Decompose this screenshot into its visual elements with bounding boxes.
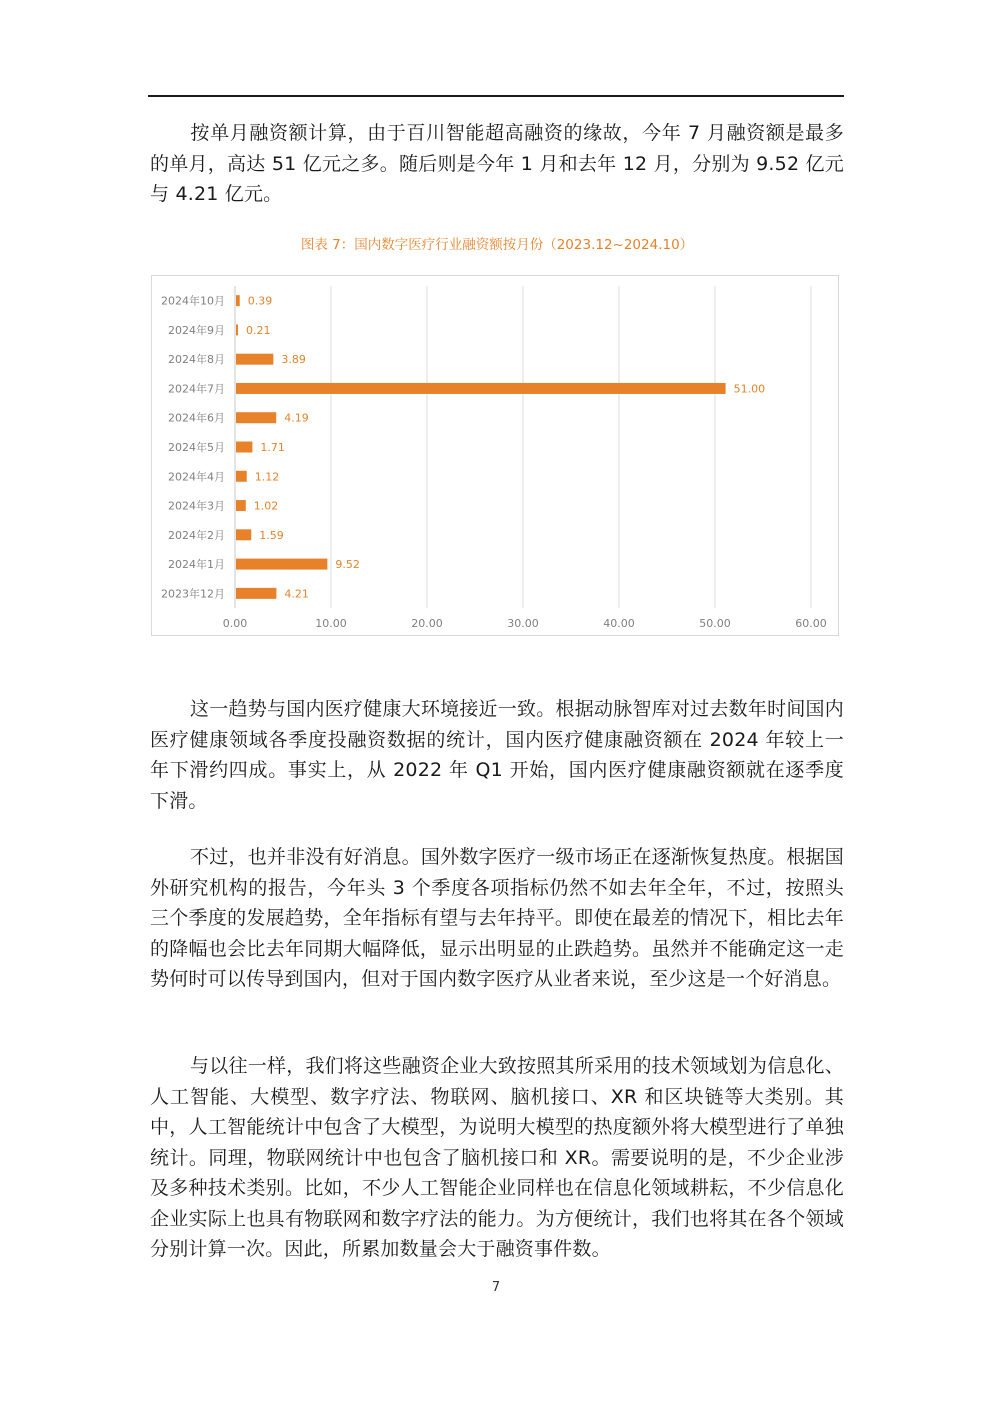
bar bbox=[236, 383, 726, 394]
x-tick-label: 10.00 bbox=[315, 617, 347, 630]
y-tick-label: 2024年4月 bbox=[168, 470, 225, 484]
bar bbox=[236, 412, 276, 423]
data-label: 3.89 bbox=[281, 353, 306, 367]
paragraph-1-text: 按单月融资额计算，由于百川智能超高融资的缘故，今年 7 月融资额是最多的单月，高达 51 亿元之多。随后则是今年 1 月和去年 12 月，分别为 9.52 亿元与 4.21 亿元。 bbox=[150, 122, 844, 205]
y-tick-label: 2024年9月 bbox=[168, 323, 225, 337]
header-rule bbox=[148, 95, 844, 97]
data-label: 1.59 bbox=[259, 528, 284, 542]
data-label: 0.39 bbox=[247, 294, 273, 308]
paragraph-4-text: 与以往一样，我们将这些融资企业大致按照其所采用的技术领域划为信息化、人工智能、大模型、数字疗法、物联网、脑机接口、XR 和区块链等大类别。其中，人工智能统计中包含了大模型，为说明大模型的热度额外将大模型进行了单独统计。同理，物联网统计中也包含了脑机接口和 XR。需要说明的是，不少企业涉及多种技术类别。比如，不少人工智能企业同样也在信息化领域耕耘，不少信息化企业实际上也具有物联网和数字疗法的能力。为方便统计，我们也将其在各个领域分别计算一次。因此，所累加数量会大于融资事件数。 bbox=[150, 1055, 844, 1260]
data-label: 0.21 bbox=[246, 323, 271, 337]
y-tick-label: 2023年12月 bbox=[161, 587, 225, 601]
x-tick-label: 20.00 bbox=[411, 617, 443, 630]
y-tick-label: 2024年2月 bbox=[168, 528, 225, 542]
paragraph-1 bbox=[150, 118, 844, 210]
page-number: 7 bbox=[491, 1280, 501, 1295]
x-tick-label: 30.00 bbox=[507, 617, 539, 630]
bar bbox=[236, 529, 251, 540]
bar bbox=[236, 500, 246, 511]
y-tick-label: 2024年1月 bbox=[168, 558, 225, 572]
paragraph-4 bbox=[150, 1051, 844, 1265]
data-label: 4.19 bbox=[284, 411, 309, 425]
y-tick-label: 2024年10月 bbox=[161, 294, 225, 308]
bar bbox=[236, 559, 327, 570]
data-label: 4.21 bbox=[284, 587, 309, 601]
paragraph-3 bbox=[150, 842, 844, 995]
bar bbox=[236, 295, 240, 306]
bar bbox=[236, 324, 238, 335]
bar bbox=[236, 442, 252, 453]
x-tick-label: 0.00 bbox=[222, 617, 248, 630]
data-label: 1.12 bbox=[254, 470, 280, 484]
chart-frame bbox=[151, 275, 839, 636]
data-label: 9.52 bbox=[335, 558, 360, 572]
data-label: 1.71 bbox=[260, 441, 285, 454]
paragraph-3-text: 不过，也并非没有好消息。国外数字医疗一级市场正在逐渐恢复热度。根据国外研究机构的报告，今年头 3 个季度各项指标仍然不如去年全年，不过，按照头三个季度的发展趋势，全年指标有望与去年持平。即使在最差的情况下，相比去年的降幅也会比去年同期大幅降低，显示出明显的止跌趋势。虽然并不能确定这一走势何时可以传导到国内，但对于国内数字医疗从业者来说，至少这是一个好消息。 bbox=[150, 846, 844, 990]
bar bbox=[236, 471, 247, 482]
y-tick-label: 2024年3月 bbox=[168, 499, 225, 513]
data-label: 51.00 bbox=[733, 382, 766, 396]
bar-chart bbox=[152, 276, 838, 635]
paragraph-2 bbox=[150, 694, 844, 816]
x-tick-label: 50.00 bbox=[699, 617, 731, 630]
paragraph-2-text: 这一趋势与国内医疗健康大环境接近一致。根据动脉智库对过去数年时间国内医疗健康领域各季度投融资数据的统计，国内医疗健康融资额在 2024 年较上一年下滑约四成。事实上，从 2022 年 Q1 开始，国内医疗健康融资额就在逐季度下滑。 bbox=[150, 698, 844, 812]
data-label: 1.02 bbox=[253, 499, 279, 513]
y-tick-label: 2024年8月 bbox=[168, 353, 225, 367]
y-tick-label: 2024年5月 bbox=[168, 441, 225, 454]
bar bbox=[236, 588, 276, 599]
y-tick-label: 2024年6月 bbox=[168, 411, 225, 425]
bar bbox=[236, 354, 273, 365]
x-tick-label: 40.00 bbox=[603, 617, 635, 630]
figure-caption: 图表 7：国内数字医疗行业融资额按月份（2023.12~2024.10） bbox=[300, 237, 694, 253]
y-tick-label: 2024年7月 bbox=[168, 382, 225, 396]
x-tick-label: 60.00 bbox=[795, 617, 827, 630]
